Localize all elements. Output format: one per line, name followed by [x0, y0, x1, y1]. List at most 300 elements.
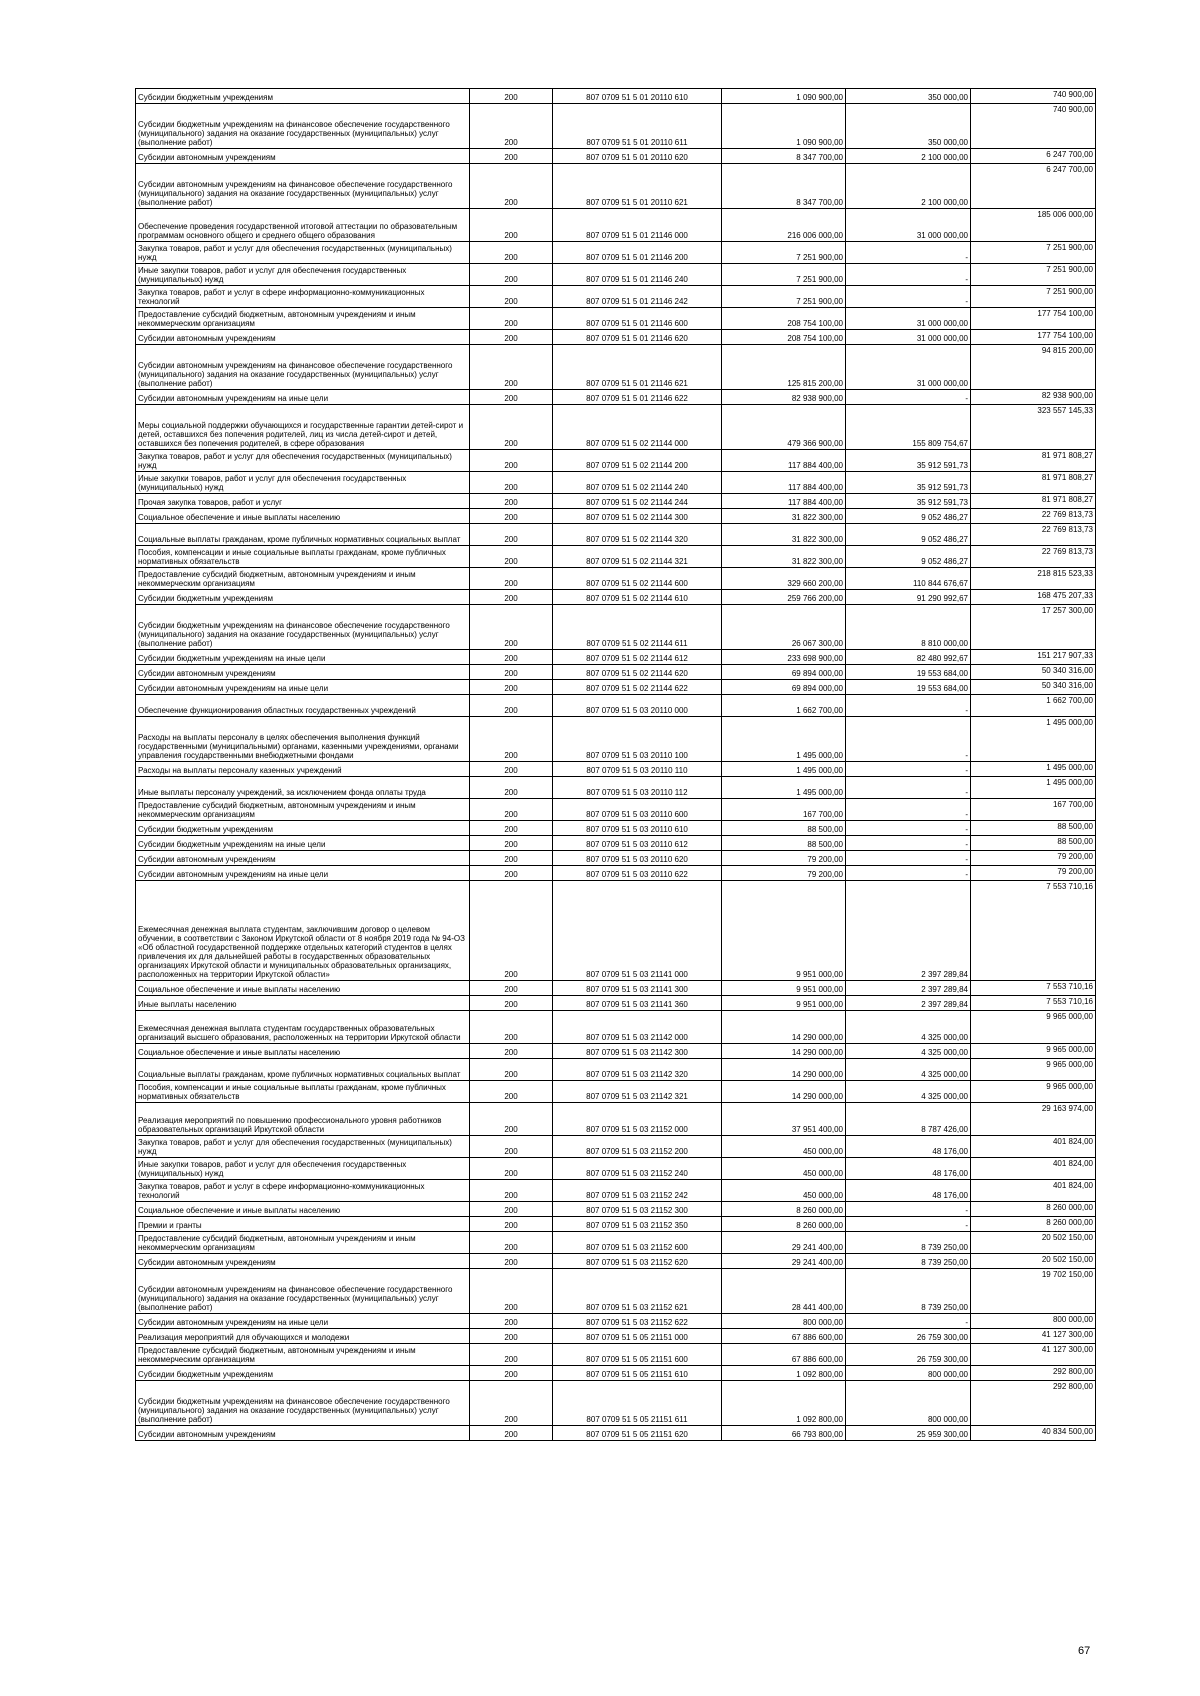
row-executed-cell: - — [846, 762, 971, 777]
row-approved-cell: 31 822 300,00 — [722, 524, 846, 546]
table-row — [136, 665, 1096, 680]
row-executed-cell: 9 052 486,27 — [846, 524, 971, 546]
row-budget-code-cell: 807 0709 51 5 01 20110 610 — [553, 89, 722, 104]
row-admin-code-cell: 200 — [470, 104, 553, 149]
table-row — [136, 799, 1096, 821]
row-executed-cell: 2 397 289,84 — [846, 881, 971, 981]
row-executed-cell: 31 000 000,00 — [846, 345, 971, 390]
row-name-cell: Предоставление субсидий бюджетным, автономным учреждениям и иным некоммерческим организациям — [136, 1344, 470, 1366]
row-budget-code-cell: 807 0709 51 5 03 21142 000 — [553, 1011, 722, 1044]
row-name-cell: Расходы на выплаты персоналу в целях обеспечения выполнения функций государственными (муниципальными) органами, казенными учреждениями, органами управления государственными внебюджетными фондами — [136, 717, 470, 762]
row-name-cell: Субсидии автономным учреждениям на иные цели — [136, 390, 470, 405]
row-budget-code-cell: 807 0709 51 5 01 20110 620 — [553, 149, 722, 164]
row-budget-code-cell: 807 0709 51 5 03 21152 350 — [553, 1217, 722, 1232]
row-remaining-cell: 7 251 900,00 — [971, 286, 1096, 308]
row-remaining-cell: 8 260 000,00 — [971, 1217, 1096, 1232]
table-row — [136, 1232, 1096, 1254]
row-executed-cell: 31 000 000,00 — [846, 308, 971, 330]
row-budget-code-cell: 807 0709 51 5 05 21151 611 — [553, 1381, 722, 1426]
row-remaining-cell: 17 257 300,00 — [971, 605, 1096, 650]
row-remaining-cell: 9 965 000,00 — [971, 1044, 1096, 1059]
row-admin-code-cell: 200 — [470, 1381, 553, 1426]
row-admin-code-cell: 200 — [470, 799, 553, 821]
row-name-cell: Меры социальной поддержки обучающихся и государственные гарантии детей-сирот и детей, оставшихся без попечения родителей, лиц из числа детей-сирот и детей, оставшихся без попечения родителей, в сфере образования — [136, 405, 470, 450]
row-remaining-cell: 7 553 710,16 — [971, 881, 1096, 981]
row-approved-cell: 8 260 000,00 — [722, 1202, 846, 1217]
row-remaining-cell: 7 251 900,00 — [971, 242, 1096, 264]
row-budget-code-cell: 807 0709 51 5 02 21144 300 — [553, 509, 722, 524]
row-admin-code-cell: 200 — [470, 717, 553, 762]
row-admin-code-cell: 200 — [470, 524, 553, 546]
row-executed-cell: - — [846, 1314, 971, 1329]
row-executed-cell: 800 000,00 — [846, 1366, 971, 1381]
row-executed-cell: 8 739 250,00 — [846, 1232, 971, 1254]
row-approved-cell: 9 951 000,00 — [722, 981, 846, 996]
row-name-cell: Реализация мероприятий для обучающихся и молодежи — [136, 1329, 470, 1344]
row-budget-code-cell: 807 0709 51 5 02 21144 000 — [553, 405, 722, 450]
table-row — [136, 1269, 1096, 1314]
row-executed-cell: - — [846, 264, 971, 286]
row-budget-code-cell: 807 0709 51 5 03 20110 110 — [553, 762, 722, 777]
row-budget-code-cell: 807 0709 51 5 03 21152 000 — [553, 1103, 722, 1136]
row-admin-code-cell: 200 — [470, 762, 553, 777]
row-name-cell: Закупка товаров, работ и услуг для обеспечения государственных (муниципальных) нужд — [136, 242, 470, 264]
row-approved-cell: 233 698 900,00 — [722, 650, 846, 665]
row-name-cell: Обеспечение проведения государственной итоговой аттестации по образовательным программам основного общего и среднего общего образования — [136, 209, 470, 242]
row-budget-code-cell: 807 0709 51 5 03 21152 622 — [553, 1314, 722, 1329]
row-name-cell: Реализация мероприятий по повышению профессионального уровня работников образовательных организаций Иркутской области — [136, 1103, 470, 1136]
row-admin-code-cell: 200 — [470, 981, 553, 996]
row-admin-code-cell: 200 — [470, 1314, 553, 1329]
row-remaining-cell: 401 824,00 — [971, 1136, 1096, 1158]
row-budget-code-cell: 807 0709 51 5 02 21144 244 — [553, 494, 722, 509]
row-budget-code-cell: 807 0709 51 5 02 21144 320 — [553, 524, 722, 546]
row-budget-code-cell: 807 0709 51 5 03 20110 622 — [553, 866, 722, 881]
row-approved-cell: 69 894 000,00 — [722, 680, 846, 695]
row-name-cell: Субсидии автономным учреждениям — [136, 330, 470, 345]
row-budget-code-cell: 807 0709 51 5 03 20110 600 — [553, 799, 722, 821]
row-remaining-cell: 88 500,00 — [971, 821, 1096, 836]
row-remaining-cell: 50 340 316,00 — [971, 680, 1096, 695]
row-approved-cell: 7 251 900,00 — [722, 242, 846, 264]
row-name-cell: Субсидии автономным учреждениям на иные цели — [136, 866, 470, 881]
row-executed-cell: 2 397 289,84 — [846, 981, 971, 996]
row-remaining-cell: 6 247 700,00 — [971, 164, 1096, 209]
row-name-cell: Социальное обеспечение и иные выплаты населению — [136, 509, 470, 524]
row-budget-code-cell: 807 0709 51 5 05 21151 610 — [553, 1366, 722, 1381]
row-budget-code-cell: 807 0709 51 5 03 20110 620 — [553, 851, 722, 866]
table-row — [136, 1158, 1096, 1180]
row-remaining-cell: 185 006 000,00 — [971, 209, 1096, 242]
row-approved-cell: 82 938 900,00 — [722, 390, 846, 405]
table-body — [136, 89, 1096, 1441]
table-row — [136, 264, 1096, 286]
row-executed-cell: 155 809 754,67 — [846, 405, 971, 450]
row-remaining-cell: 168 475 207,33 — [971, 590, 1096, 605]
row-remaining-cell: 177 754 100,00 — [971, 330, 1096, 345]
row-name-cell: Пособия, компенсации и иные социальные выплаты гражданам, кроме публичных нормативных обязательств — [136, 546, 470, 568]
row-admin-code-cell: 200 — [470, 590, 553, 605]
row-executed-cell: 48 176,00 — [846, 1136, 971, 1158]
row-name-cell: Прочая закупка товаров, работ и услуг — [136, 494, 470, 509]
row-remaining-cell: 22 769 813,73 — [971, 546, 1096, 568]
table-row — [136, 981, 1096, 996]
row-remaining-cell: 9 965 000,00 — [971, 1081, 1096, 1103]
row-remaining-cell: 7 553 710,16 — [971, 981, 1096, 996]
table-row — [136, 590, 1096, 605]
row-approved-cell: 26 067 300,00 — [722, 605, 846, 650]
row-name-cell: Иные закупки товаров, работ и услуг для обеспечения государственных (муниципальных) нужд — [136, 472, 470, 494]
row-remaining-cell: 1 662 700,00 — [971, 695, 1096, 717]
row-admin-code-cell: 200 — [470, 851, 553, 866]
table-row — [136, 762, 1096, 777]
table-row — [136, 209, 1096, 242]
row-executed-cell: 8 739 250,00 — [846, 1269, 971, 1314]
row-name-cell: Ежемесячная денежная выплата студентам, заключившим договор о целевом обучении, в соответствии с Законом Иркутской области от 8 ноября 2019 года № 94-ОЗ «Об областной государственной поддержке отдельных категорий студентов в целях привлечения их для дальнейшей работы в государственных образовательных организациях Иркутской области и муниципальных образовательных организациях, расположенных на территории Иркутской области» — [136, 881, 470, 981]
table-row — [136, 524, 1096, 546]
row-name-cell: Субсидии бюджетным учреждениям — [136, 1366, 470, 1381]
page-number: 67 — [1078, 1645, 1091, 1657]
row-executed-cell: 9 052 486,27 — [846, 546, 971, 568]
row-budget-code-cell: 807 0709 51 5 05 21151 620 — [553, 1426, 722, 1441]
row-budget-code-cell: 807 0709 51 5 02 21144 240 — [553, 472, 722, 494]
row-name-cell: Субсидии автономным учреждениям на финансовое обеспечение государственного (муниципального) задания на оказание государственных (муниципальных) услуг (выполнение работ) — [136, 1269, 470, 1314]
row-admin-code-cell: 200 — [470, 1202, 553, 1217]
table-row — [136, 680, 1096, 695]
row-remaining-cell: 88 500,00 — [971, 836, 1096, 851]
row-executed-cell: 2 100 000,00 — [846, 164, 971, 209]
row-admin-code-cell: 200 — [470, 330, 553, 345]
row-approved-cell: 117 884 400,00 — [722, 472, 846, 494]
row-remaining-cell: 800 000,00 — [971, 1314, 1096, 1329]
table-row — [136, 1011, 1096, 1044]
table-row — [136, 717, 1096, 762]
row-budget-code-cell: 807 0709 51 5 01 21146 200 — [553, 242, 722, 264]
row-remaining-cell: 81 971 808,27 — [971, 494, 1096, 509]
row-admin-code-cell: 200 — [470, 881, 553, 981]
row-approved-cell: 1 090 900,00 — [722, 89, 846, 104]
row-approved-cell: 88 500,00 — [722, 821, 846, 836]
row-remaining-cell: 81 971 808,27 — [971, 472, 1096, 494]
row-approved-cell: 67 886 600,00 — [722, 1344, 846, 1366]
row-executed-cell: - — [846, 799, 971, 821]
row-remaining-cell: 7 553 710,16 — [971, 996, 1096, 1011]
row-approved-cell: 88 500,00 — [722, 836, 846, 851]
row-approved-cell: 14 290 000,00 — [722, 1011, 846, 1044]
row-budget-code-cell: 807 0709 51 5 02 21144 620 — [553, 665, 722, 680]
row-executed-cell: 91 290 992,67 — [846, 590, 971, 605]
table-row — [136, 149, 1096, 164]
row-name-cell: Субсидии автономным учреждениям на финансовое обеспечение государственного (муниципального) задания на оказание государственных (муниципальных) услуг (выполнение работ) — [136, 345, 470, 390]
row-budget-code-cell: 807 0709 51 5 03 21152 620 — [553, 1254, 722, 1269]
row-budget-code-cell: 807 0709 51 5 05 21151 000 — [553, 1329, 722, 1344]
row-budget-code-cell: 807 0709 51 5 01 21146 600 — [553, 308, 722, 330]
row-admin-code-cell: 200 — [470, 1329, 553, 1344]
row-budget-code-cell: 807 0709 51 5 01 21146 620 — [553, 330, 722, 345]
row-name-cell: Премии и гранты — [136, 1217, 470, 1232]
row-admin-code-cell: 200 — [470, 1366, 553, 1381]
row-approved-cell: 450 000,00 — [722, 1180, 846, 1202]
row-remaining-cell: 22 769 813,73 — [971, 509, 1096, 524]
row-admin-code-cell: 200 — [470, 286, 553, 308]
row-admin-code-cell: 200 — [470, 1136, 553, 1158]
row-name-cell: Субсидии бюджетным учреждениям — [136, 590, 470, 605]
row-approved-cell: 29 241 400,00 — [722, 1232, 846, 1254]
row-name-cell: Субсидии бюджетным учреждениям на финансовое обеспечение государственного (муниципального) задания на оказание государственных (муниципальных) услуг (выполнение работ) — [136, 1381, 470, 1426]
row-approved-cell: 67 886 600,00 — [722, 1329, 846, 1344]
row-approved-cell: 14 290 000,00 — [722, 1081, 846, 1103]
row-approved-cell: 37 951 400,00 — [722, 1103, 846, 1136]
row-remaining-cell: 81 971 808,27 — [971, 450, 1096, 472]
row-remaining-cell: 20 502 150,00 — [971, 1254, 1096, 1269]
row-name-cell: Субсидии бюджетным учреждениям на иные цели — [136, 836, 470, 851]
row-name-cell: Субсидии бюджетным учреждениям — [136, 89, 470, 104]
row-admin-code-cell: 200 — [470, 89, 553, 104]
row-admin-code-cell: 200 — [470, 1344, 553, 1366]
table-row — [136, 1314, 1096, 1329]
row-executed-cell: 4 325 000,00 — [846, 1059, 971, 1081]
row-budget-code-cell: 807 0709 51 5 03 21142 321 — [553, 1081, 722, 1103]
row-approved-cell: 1 090 900,00 — [722, 104, 846, 149]
row-remaining-cell: 19 702 150,00 — [971, 1269, 1096, 1314]
row-executed-cell: 4 325 000,00 — [846, 1081, 971, 1103]
row-name-cell: Ежемесячная денежная выплата студентам государственных образовательных организаций высшего образования, расположенных на территории Иркутской области — [136, 1011, 470, 1044]
row-remaining-cell: 151 217 907,33 — [971, 650, 1096, 665]
row-remaining-cell: 1 495 000,00 — [971, 762, 1096, 777]
row-admin-code-cell: 200 — [470, 164, 553, 209]
table-row — [136, 450, 1096, 472]
row-executed-cell: - — [846, 821, 971, 836]
row-name-cell: Субсидии автономным учреждениям — [136, 851, 470, 866]
row-executed-cell: - — [846, 1217, 971, 1232]
row-approved-cell: 8 260 000,00 — [722, 1217, 846, 1232]
row-approved-cell: 69 894 000,00 — [722, 665, 846, 680]
table-row — [136, 1059, 1096, 1081]
row-remaining-cell: 323 557 145,33 — [971, 405, 1096, 450]
row-name-cell: Закупка товаров, работ и услуг для обеспечения государственных (муниципальных) нужд — [136, 450, 470, 472]
row-name-cell: Социальные выплаты гражданам, кроме публичных нормативных социальных выплат — [136, 1059, 470, 1081]
row-budget-code-cell: 807 0709 51 5 03 20110 100 — [553, 717, 722, 762]
table-row — [136, 546, 1096, 568]
row-remaining-cell: 41 127 300,00 — [971, 1344, 1096, 1366]
row-budget-code-cell: 807 0709 51 5 01 21146 240 — [553, 264, 722, 286]
table-row — [136, 494, 1096, 509]
table-row — [136, 996, 1096, 1011]
row-budget-code-cell: 807 0709 51 5 03 21152 621 — [553, 1269, 722, 1314]
row-budget-code-cell: 807 0709 51 5 01 21146 621 — [553, 345, 722, 390]
table-row — [136, 1381, 1096, 1426]
row-executed-cell: 31 000 000,00 — [846, 209, 971, 242]
row-executed-cell: 8 739 250,00 — [846, 1254, 971, 1269]
row-approved-cell: 1 092 800,00 — [722, 1381, 846, 1426]
row-budget-code-cell: 807 0709 51 5 02 21144 600 — [553, 568, 722, 590]
row-name-cell: Обеспечение функционирования областных государственных учреждений — [136, 695, 470, 717]
table-row — [136, 695, 1096, 717]
row-name-cell: Иные выплаты персоналу учреждений, за исключением фонда оплаты труда — [136, 777, 470, 799]
row-budget-code-cell: 807 0709 51 5 03 21152 300 — [553, 1202, 722, 1217]
table-row — [136, 308, 1096, 330]
table-row — [136, 345, 1096, 390]
row-admin-code-cell: 200 — [470, 1269, 553, 1314]
row-executed-cell: 35 912 591,73 — [846, 450, 971, 472]
row-remaining-cell: 40 834 500,00 — [971, 1426, 1096, 1441]
row-name-cell: Закупка товаров, работ и услуг для обеспечения государственных (муниципальных) нужд — [136, 1136, 470, 1158]
row-admin-code-cell: 200 — [470, 1044, 553, 1059]
row-budget-code-cell: 807 0709 51 5 03 20110 610 — [553, 821, 722, 836]
row-executed-cell: 2 397 289,84 — [846, 996, 971, 1011]
row-budget-code-cell: 807 0709 51 5 03 21152 242 — [553, 1180, 722, 1202]
row-budget-code-cell: 807 0709 51 5 03 21152 240 — [553, 1158, 722, 1180]
row-admin-code-cell: 200 — [470, 472, 553, 494]
row-executed-cell: 800 000,00 — [846, 1381, 971, 1426]
row-approved-cell: 1 495 000,00 — [722, 762, 846, 777]
row-admin-code-cell: 200 — [470, 149, 553, 164]
row-name-cell: Закупка товаров, работ и услуг в сфере информационно-коммуникационных технологий — [136, 286, 470, 308]
row-approved-cell: 28 441 400,00 — [722, 1269, 846, 1314]
row-budget-code-cell: 807 0709 51 5 03 21152 600 — [553, 1232, 722, 1254]
table-row — [136, 881, 1096, 981]
row-budget-code-cell: 807 0709 51 5 03 21142 300 — [553, 1044, 722, 1059]
table-row — [136, 1103, 1096, 1136]
table-row — [136, 1044, 1096, 1059]
row-budget-code-cell: 807 0709 51 5 01 20110 621 — [553, 164, 722, 209]
row-name-cell: Субсидии бюджетным учреждениям на финансовое обеспечение государственного (муниципального) задания на оказание государственных (муниципальных) услуг (выполнение работ) — [136, 605, 470, 650]
row-remaining-cell: 740 900,00 — [971, 89, 1096, 104]
row-executed-cell: 9 052 486,27 — [846, 509, 971, 524]
row-approved-cell: 8 347 700,00 — [722, 164, 846, 209]
row-name-cell: Субсидии автономным учреждениям — [136, 149, 470, 164]
row-name-cell: Социальное обеспечение и иные выплаты населению — [136, 1202, 470, 1217]
row-remaining-cell: 1 495 000,00 — [971, 717, 1096, 762]
row-name-cell: Субсидии бюджетным учреждениям — [136, 821, 470, 836]
row-budget-code-cell: 807 0709 51 5 02 21144 611 — [553, 605, 722, 650]
row-name-cell: Субсидии автономным учреждениям — [136, 1426, 470, 1441]
row-executed-cell: - — [846, 390, 971, 405]
row-approved-cell: 329 660 200,00 — [722, 568, 846, 590]
row-executed-cell: 2 100 000,00 — [846, 149, 971, 164]
row-remaining-cell: 22 769 813,73 — [971, 524, 1096, 546]
row-admin-code-cell: 200 — [470, 1217, 553, 1232]
row-name-cell: Предоставление субсидий бюджетным, автономным учреждениям и иным некоммерческим организациям — [136, 568, 470, 590]
row-budget-code-cell: 807 0709 51 5 01 20110 611 — [553, 104, 722, 149]
row-admin-code-cell: 200 — [470, 777, 553, 799]
row-executed-cell: 19 553 684,00 — [846, 665, 971, 680]
row-remaining-cell: 50 340 316,00 — [971, 665, 1096, 680]
row-admin-code-cell: 200 — [470, 568, 553, 590]
row-remaining-cell: 82 938 900,00 — [971, 390, 1096, 405]
row-name-cell: Субсидии автономным учреждениям — [136, 665, 470, 680]
row-admin-code-cell: 200 — [470, 695, 553, 717]
row-executed-cell: 31 000 000,00 — [846, 330, 971, 345]
row-name-cell: Социальные выплаты гражданам, кроме публичных нормативных социальных выплат — [136, 524, 470, 546]
row-budget-code-cell: 807 0709 51 5 03 20110 112 — [553, 777, 722, 799]
row-admin-code-cell: 200 — [470, 308, 553, 330]
row-remaining-cell: 8 260 000,00 — [971, 1202, 1096, 1217]
row-approved-cell: 7 251 900,00 — [722, 286, 846, 308]
row-executed-cell: 110 844 676,67 — [846, 568, 971, 590]
row-name-cell: Субсидии автономным учреждениям — [136, 1254, 470, 1269]
row-approved-cell: 1 495 000,00 — [722, 717, 846, 762]
row-remaining-cell: 218 815 523,33 — [971, 568, 1096, 590]
row-executed-cell: - — [846, 777, 971, 799]
row-admin-code-cell: 200 — [470, 509, 553, 524]
row-name-cell: Субсидии бюджетным учреждениям на финансовое обеспечение государственного (муниципального) задания на оказание государственных (муниципальных) услуг (выполнение работ) — [136, 104, 470, 149]
table-row — [136, 1180, 1096, 1202]
row-approved-cell: 450 000,00 — [722, 1136, 846, 1158]
table-row — [136, 1202, 1096, 1217]
row-admin-code-cell: 200 — [470, 1011, 553, 1044]
row-admin-code-cell: 200 — [470, 1158, 553, 1180]
table-row — [136, 405, 1096, 450]
row-executed-cell: 48 176,00 — [846, 1180, 971, 1202]
row-admin-code-cell: 200 — [470, 1426, 553, 1441]
row-approved-cell: 1 092 800,00 — [722, 1366, 846, 1381]
row-budget-code-cell: 807 0709 51 5 03 21152 200 — [553, 1136, 722, 1158]
row-remaining-cell: 20 502 150,00 — [971, 1232, 1096, 1254]
row-name-cell: Субсидии автономным учреждениям на финансовое обеспечение государственного (муниципального) задания на оказание государственных (муниципальных) услуг (выполнение работ) — [136, 164, 470, 209]
row-budget-code-cell: 807 0709 51 5 02 21144 610 — [553, 590, 722, 605]
row-approved-cell: 8 347 700,00 — [722, 149, 846, 164]
row-executed-cell: 35 912 591,73 — [846, 494, 971, 509]
row-admin-code-cell: 200 — [470, 1254, 553, 1269]
row-budget-code-cell: 807 0709 51 5 03 21141 300 — [553, 981, 722, 996]
row-executed-cell: 4 325 000,00 — [846, 1044, 971, 1059]
table-row — [136, 851, 1096, 866]
row-approved-cell: 66 793 800,00 — [722, 1426, 846, 1441]
row-remaining-cell: 9 965 000,00 — [971, 1011, 1096, 1044]
row-admin-code-cell: 200 — [470, 450, 553, 472]
row-approved-cell: 117 884 400,00 — [722, 450, 846, 472]
row-budget-code-cell: 807 0709 51 5 02 21144 622 — [553, 680, 722, 695]
row-remaining-cell: 401 824,00 — [971, 1180, 1096, 1202]
row-budget-code-cell: 807 0709 51 5 02 21144 612 — [553, 650, 722, 665]
table-row — [136, 1254, 1096, 1269]
table-row — [136, 1426, 1096, 1441]
row-approved-cell: 31 822 300,00 — [722, 546, 846, 568]
row-remaining-cell: 7 251 900,00 — [971, 264, 1096, 286]
table-row — [136, 777, 1096, 799]
table-row — [136, 1366, 1096, 1381]
row-executed-cell: - — [846, 1202, 971, 1217]
row-admin-code-cell: 200 — [470, 605, 553, 650]
table-row — [136, 1081, 1096, 1103]
row-admin-code-cell: 200 — [470, 996, 553, 1011]
row-budget-code-cell: 807 0709 51 5 01 21146 000 — [553, 209, 722, 242]
row-executed-cell: 8 810 000,00 — [846, 605, 971, 650]
row-name-cell: Субсидии автономным учреждениям на иные цели — [136, 680, 470, 695]
row-remaining-cell: 29 163 974,00 — [971, 1103, 1096, 1136]
row-name-cell: Предоставление субсидий бюджетным, автономным учреждениям и иным некоммерческим организациям — [136, 308, 470, 330]
row-executed-cell: - — [846, 242, 971, 264]
row-admin-code-cell: 200 — [470, 650, 553, 665]
table-row — [136, 866, 1096, 881]
row-name-cell: Иные выплаты населению — [136, 996, 470, 1011]
budget-execution-table — [135, 88, 1096, 1441]
row-approved-cell: 117 884 400,00 — [722, 494, 846, 509]
row-admin-code-cell: 200 — [470, 1232, 553, 1254]
row-admin-code-cell: 200 — [470, 264, 553, 286]
table-row — [136, 605, 1096, 650]
row-admin-code-cell: 200 — [470, 494, 553, 509]
row-admin-code-cell: 200 — [470, 821, 553, 836]
row-admin-code-cell: 200 — [470, 209, 553, 242]
row-name-cell: Социальное обеспечение и иные выплаты населению — [136, 1044, 470, 1059]
row-budget-code-cell: 807 0709 51 5 01 21146 622 — [553, 390, 722, 405]
row-executed-cell: 35 912 591,73 — [846, 472, 971, 494]
table-row — [136, 836, 1096, 851]
row-approved-cell: 29 241 400,00 — [722, 1254, 846, 1269]
row-remaining-cell: 6 247 700,00 — [971, 149, 1096, 164]
